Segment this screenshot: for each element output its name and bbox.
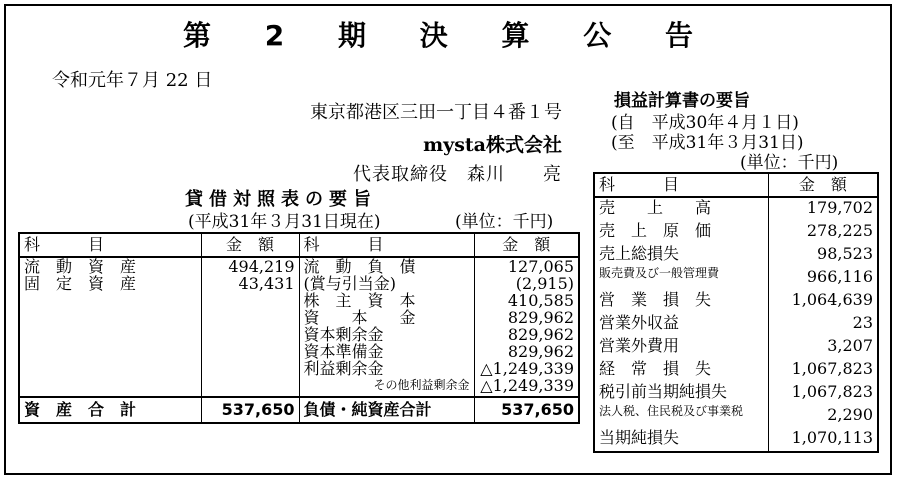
total-liabilities-label: 負債・純資産合計 xyxy=(299,397,474,423)
income-amount: 179,702 xyxy=(768,197,878,221)
asset-item xyxy=(19,326,201,343)
asset-amount: 494,219 xyxy=(201,257,299,275)
column-header-amount: 金 額 xyxy=(768,173,878,197)
liability-item: (賞与引当金) xyxy=(299,275,474,292)
table-row xyxy=(19,326,579,343)
page-title: 第 2 期 決 算 公 告 xyxy=(183,19,715,52)
table-row xyxy=(19,360,579,377)
table-row xyxy=(594,221,878,244)
income-item: 経 常 損 失 xyxy=(594,359,768,382)
income-item: 営業外費用 xyxy=(594,336,768,359)
income-item: 当期純損失 xyxy=(594,428,768,452)
liability-item: 資 本 金 xyxy=(299,309,474,326)
total-assets-amount: 537,650 xyxy=(201,397,299,423)
income-item: 営 業 損 失 xyxy=(594,290,768,313)
income-amount: 1,067,823 xyxy=(768,359,878,382)
liability-amount: 829,962 xyxy=(474,343,579,360)
column-header-amount: 金 額 xyxy=(201,233,299,257)
liability-item: その他利益剰余金 xyxy=(299,377,474,397)
table-row xyxy=(19,257,579,275)
asset-amount xyxy=(201,292,299,309)
table-row xyxy=(19,275,579,292)
asset-amount xyxy=(201,309,299,326)
table-row xyxy=(594,267,878,290)
table-row xyxy=(19,377,579,397)
announcement-date: 令和元年７月 22 日 xyxy=(52,70,213,91)
company-name: mysta株式会社 xyxy=(423,134,562,156)
period-from: (自 平成30年４月１日) xyxy=(611,113,799,133)
income-statement-title: 損益計算書の要旨 xyxy=(614,91,750,111)
column-header-amount: 金 額 xyxy=(474,233,579,257)
table-header-row xyxy=(19,233,579,257)
income-amount: 98,523 xyxy=(768,244,878,267)
income-item: 営業外収益 xyxy=(594,313,768,336)
income-item: 税引前当期純損失 xyxy=(594,382,768,405)
liability-item: 資本準備金 xyxy=(299,343,474,360)
company-address: 東京都港区三田一丁目４番１号 xyxy=(310,102,562,123)
period-to: (至 平成31年３月31日) xyxy=(611,133,804,153)
income-amount: 1,064,639 xyxy=(768,290,878,313)
table-row xyxy=(594,244,878,267)
income-amount: 3,207 xyxy=(768,336,878,359)
liability-amount: 829,962 xyxy=(474,309,579,326)
liability-amount: 127,065 xyxy=(474,257,579,275)
income-item: 販売費及び一般管理費 xyxy=(594,267,768,290)
asset-item: 固 定 資 産 xyxy=(19,275,201,292)
asset-amount xyxy=(201,360,299,377)
income-statement-unit: (単位：千円) xyxy=(740,153,839,173)
table-row xyxy=(594,405,878,428)
income-item: 売 上 原 価 xyxy=(594,221,768,244)
asset-amount: 43,431 xyxy=(201,275,299,292)
table-row xyxy=(594,197,878,221)
column-header-item: 科 目 xyxy=(594,173,768,197)
table-row xyxy=(594,359,878,382)
liability-amount: 829,962 xyxy=(474,326,579,343)
income-amount: 278,225 xyxy=(768,221,878,244)
income-item: 売 上 高 xyxy=(594,197,768,221)
representative: 代表取締役 森川 亮 xyxy=(353,164,562,185)
total-assets-label: 資 産 合 計 xyxy=(19,397,201,423)
liability-amount: △1,249,339 xyxy=(474,360,579,377)
asset-amount xyxy=(201,377,299,397)
asset-item xyxy=(19,292,201,309)
income-item: 売上総損失 xyxy=(594,244,768,267)
liability-item: 流 動 負 債 xyxy=(299,257,474,275)
table-row xyxy=(594,382,878,405)
liability-amount: (2,915) xyxy=(474,275,579,292)
balance-sheet-date: (平成31年３月31日現在) xyxy=(188,212,381,232)
column-header-item: 科 目 xyxy=(299,233,474,257)
asset-item xyxy=(19,360,201,377)
total-row xyxy=(19,397,579,423)
liability-item: 資本剰余金 xyxy=(299,326,474,343)
table-row xyxy=(19,292,579,309)
asset-item: 流 動 資 産 xyxy=(19,257,201,275)
income-amount: 1,070,113 xyxy=(768,428,878,452)
liability-item: 利益剰余金 xyxy=(299,360,474,377)
column-header-item: 科 目 xyxy=(19,233,201,257)
liability-amount: 410,585 xyxy=(474,292,579,309)
table-row xyxy=(594,290,878,313)
income-amount: 1,067,823 xyxy=(768,382,878,405)
balance-sheet-table xyxy=(18,232,580,424)
income-amount: 966,116 xyxy=(768,267,878,290)
table-header-row xyxy=(594,173,878,197)
balance-sheet-unit: (単位：千円) xyxy=(455,212,554,232)
asset-item xyxy=(19,309,201,326)
income-amount: 23 xyxy=(768,313,878,336)
income-amount: 2,290 xyxy=(768,405,878,428)
income-statement-table xyxy=(593,172,879,453)
liability-item: 株 主 資 本 xyxy=(299,292,474,309)
table-row xyxy=(594,336,878,359)
table-row xyxy=(19,309,579,326)
table-row xyxy=(594,313,878,336)
table-row xyxy=(594,428,878,452)
liability-amount: △1,249,339 xyxy=(474,377,579,397)
asset-item xyxy=(19,377,201,397)
balance-sheet-title: 貸借対照表の要旨 xyxy=(185,189,377,210)
table-row xyxy=(19,343,579,360)
asset-amount xyxy=(201,326,299,343)
asset-amount xyxy=(201,343,299,360)
asset-item xyxy=(19,343,201,360)
income-item: 法人税、住民税及び事業税 xyxy=(594,405,768,428)
total-liabilities-amount: 537,650 xyxy=(474,397,579,423)
